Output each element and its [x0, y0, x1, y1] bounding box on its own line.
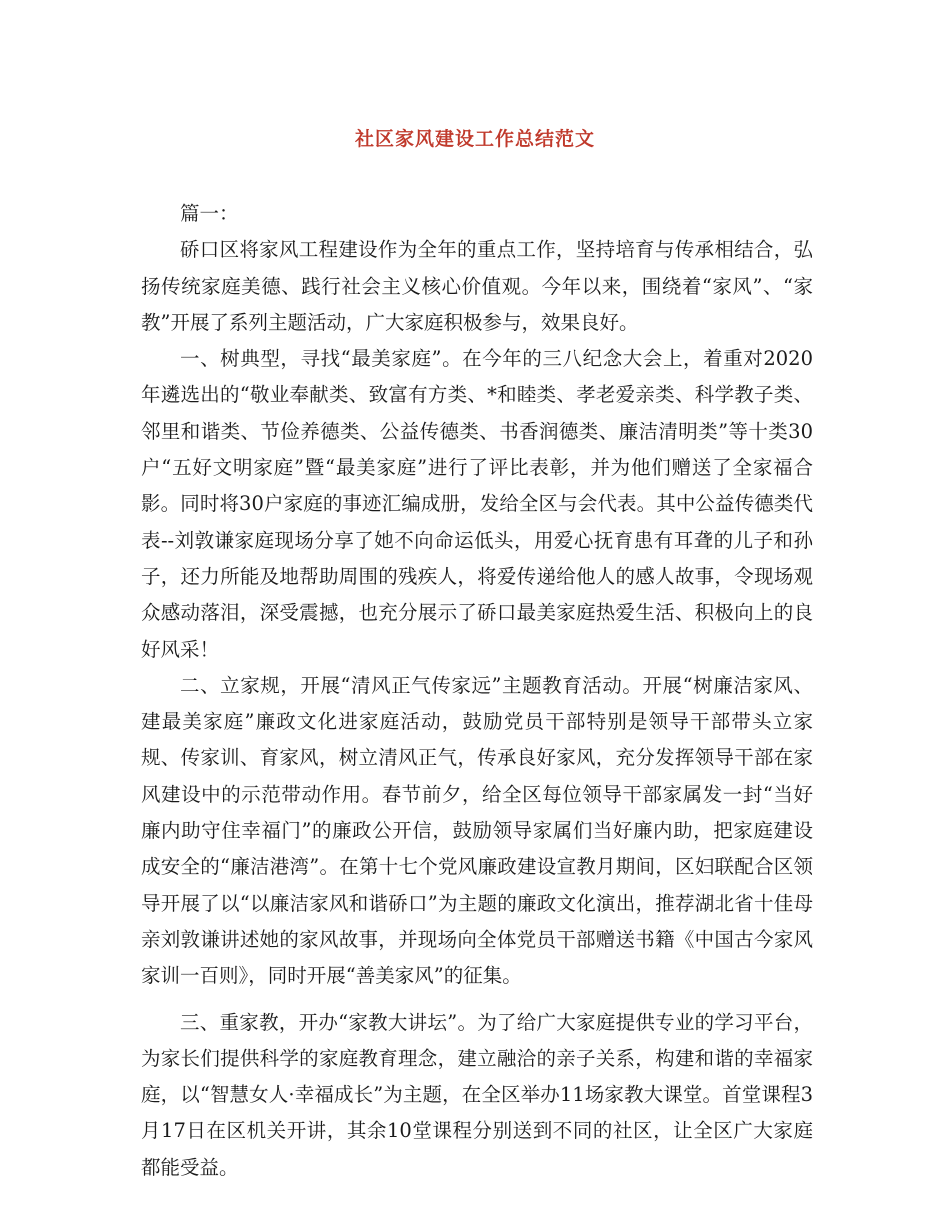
document-body	[141, 196, 813, 1186]
intro-paragraph: 硚口区将家风工程建设作为全年的重点工作，坚持培育与传承相结合，弘扬传统家庭美德、践行社会主义核心价值观。今年以来，围绕着“家风”、“家教”开展了系列主题活动，广大家庭积极参与，效果良好。	[141, 238, 813, 334]
section-two-paragraph: 二、立家规，开展“清风正气传家远”主题教育活动。开展“树廉洁家风、建最美家庭”廉政文化进家庭活动，鼓励党员干部特别是领导干部带头立家规、传家训、育家风，树立清风正气，传承良好家风，充分发挥领导干部在家风建设中的示范带动作用。春节前夕，给全区每位领导干部家属发一封“当好廉内助守住幸福门”的廉政公开信，鼓励领导家属们当好廉内助，把家庭建设成安全的“廉洁港湾”。在第十七个党风廉政建设宣教月期间，区妇联配合区领导开展了以“以廉洁家风和谐硚口”为主题的廉政文化演出，推荐湖北省十佳母亲刘敦谦讲述她的家风故事，并现场向全体党员干部赠送书籍《中国古今家风家训一百则》，同时开展“善美家风”的征集。	[141, 673, 813, 988]
section-three-paragraph: 三、重家教，开办“家教大讲坛”。为了给广大家庭提供专业的学习平台，为家长们提供科学的家庭教育理念，建立融洽的亲子关系，构建和谐的幸福家庭，以“智慧女人·幸福成长”为主题，在全区举办11场家教大课堂。首堂课程3月17日在区机关开讲，其余10堂课程分别送到不同的社区，让全区广大家庭都能受益。	[141, 1010, 813, 1179]
section-one-paragraph: 一、树典型，寻找“最美家庭”。在今年的三八纪念大会上，着重对2020年遴选出的“敬业奉献类、致富有方类、*和睦类、孝老爱亲类、科学教子类、邻里和谐类、节俭养德类、公益传德类、书香润德类、廉洁清明类”等十类30户“五好文明家庭”暨“最美家庭”进行了评比表彰，并为他们赠送了全家福合影。同时将30户家庭的事迹汇编成册，发给全区与会代表。其中公益传德类代表--刘敦谦家庭现场分享了她不向命运低头，用爱心抚育患有耳聋的儿子和孙子，还力所能及地帮助周围的残疾人，将爱传递给他人的感人故事，令现场观众感动落泪，深受震撼，也充分展示了硚口最美家庭热爱生活、积极向上的良好风采！	[141, 347, 813, 661]
document-title: 社区家风建设工作总结范文	[354, 128, 595, 150]
section-label: 篇一：	[180, 202, 239, 225]
